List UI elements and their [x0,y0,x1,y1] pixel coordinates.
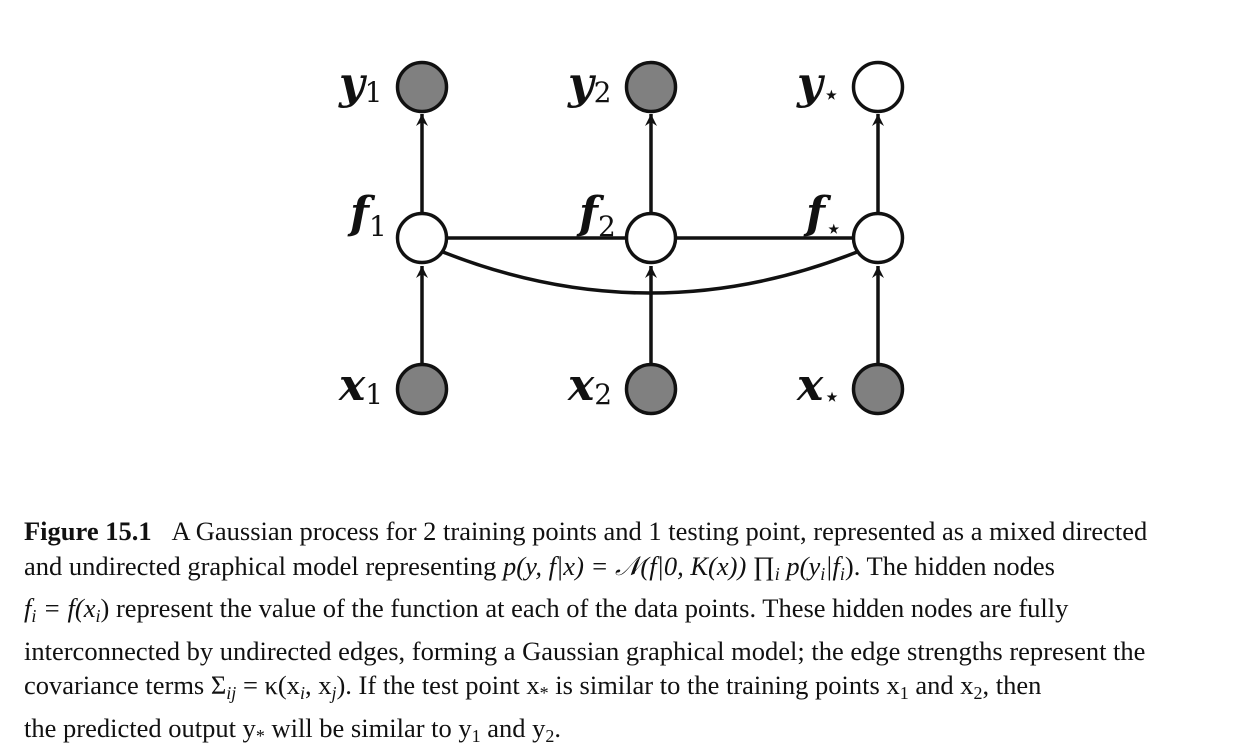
node-fstar [854,214,903,263]
caption-line-5: covariance terms Σij = κ(xi, xj). If the test point $x_*$ is similar to the training points $x_1$ and $x_2$, then [24,668,1230,711]
figure-caption [24,514,1230,753]
label-ystar: y⋆ [796,58,840,111]
node-x1 [398,365,447,414]
caption-line-3: fi = f(xi) represent the value of the function at each of the data points. These hidden nodes are fully [24,591,1230,634]
label-y1: y1 [338,58,382,109]
node-f1 [398,214,447,263]
label-f2: f2 [576,188,616,243]
node-x2 [627,365,676,414]
node-y1 [398,63,447,112]
label-y2: y2 [567,58,611,109]
node-xstar [854,365,903,414]
label-xstar: x⋆ [796,360,841,413]
caption-line-6: the predicted output $y_*$ will be similar to $y_1$ and $y_2$. [24,711,1230,753]
label-x2: x2 [567,360,612,411]
caption-line-1: Figure 15.1 A Gaussian process for 2 training points and 1 testing point, represented as a mixed directed [24,514,1230,549]
figure-label: Figure 15.1 [24,516,152,546]
caption-line-2: and undirected graphical model representing p(y, f|x) = 𝒩(f|0, K(x)) ∏i p(yi|fi). The hidden nodes [24,549,1230,592]
caption-line-4: interconnected by undirected edges, forming a Gaussian graphical model; the edge strengths represent the [24,634,1230,669]
label-f1: f1 [347,188,387,243]
node-ystar [854,63,903,112]
label-fstar: $f_⋆$ [803,188,842,245]
label-x1: x1 [338,360,383,411]
node-y2 [627,63,676,112]
node-f2 [627,214,676,263]
